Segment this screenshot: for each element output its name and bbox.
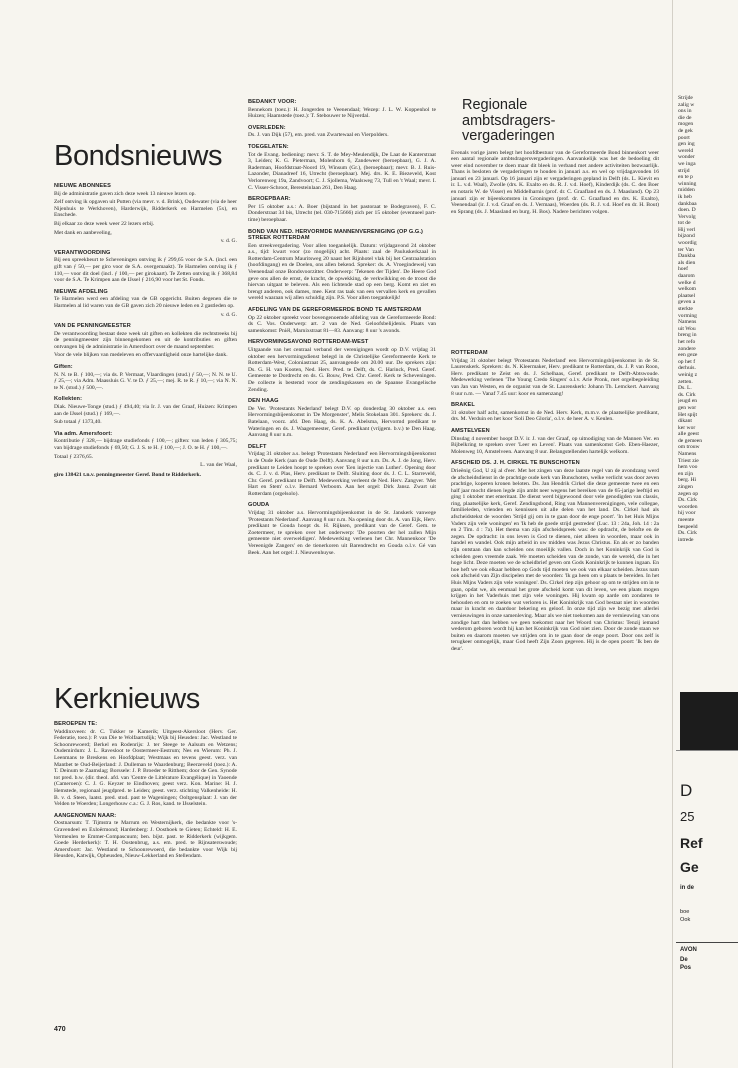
cut-off-line: Vervolg [678, 213, 696, 220]
cut-off-line: jeugd en [678, 398, 698, 405]
avon-title: AVON [680, 947, 697, 953]
cut-off-line: Namens [678, 319, 697, 326]
cut-off-line: hem voo [678, 464, 698, 471]
cut-off-line: wonder [678, 154, 695, 161]
col3-sections [451, 350, 659, 653]
bondsnieuws-giro: giro 138421 t.n.v. penningmeester Geref. Bond te Ridderkerk. [54, 471, 201, 478]
section-heading: BEROEPEN TE: [54, 721, 98, 727]
cut-off-line: een geze [678, 352, 698, 359]
cut-off-line: mogen [678, 121, 694, 128]
section-paragraph: Per 15 oktober a.s.: A. Boer (bijstand in het pastoraat te Bodegraven), F. C. Donderstraat 34 bis, Utrecht (tel. 030-715666) zich per 15 oktober (eventueel part-time) beroepbaar. [248, 203, 436, 223]
avon-advertisement [676, 942, 738, 993]
cut-off-line: om trouw [678, 444, 700, 451]
avon-line-1: De [680, 957, 688, 963]
ad-ge: Ge [680, 859, 699, 875]
cut-off-line: derhuis. [678, 365, 696, 372]
cut-off-line: Dankba [678, 253, 696, 260]
cut-off-line: ds. Cirk [678, 391, 696, 398]
cut-off-line: we inga [678, 160, 696, 167]
cut-off-line: Hij verl [678, 226, 696, 233]
bondsnieuws-masthead: Bondsnieuws [54, 140, 223, 172]
cut-off-line: gen ing [678, 141, 695, 148]
cut-off-line: midden [678, 187, 695, 194]
section-paragraph: Kontributie ƒ 328,— bijdrage studiefonds ƒ 100,—; giften: van leden ƒ 305,75; van bijdrage studiefonds ƒ 69,50; G. J. S. te H. ƒ 100,—; J. O. te H. ƒ 100,—. [54, 438, 237, 451]
section-heading: BEROEPBAAR: [248, 196, 291, 203]
section-paragraph: Diak. Nieuwe-Tonge (stud.) ƒ 494,40; via Ir. J. van der Graaf, Huizen: Krimpen aan de IJssel (stud.) ƒ 169,—. [54, 404, 237, 417]
cut-off-line: Strijde [678, 95, 693, 101]
regionale-body: Evenals vorige jaren belegt het hoofdbestuur van de Gereformeerde Bond binnenkort weer een aantal regionale ambtsdragersvergaderingen. Aanvankelijk was het de bedoeling dit weer eind november te doen maar dit bleek in verband met andere activiteiten bezwaarlijk. Thans is besloten de vergaderingen te houden in januari a.s. en wel op vrijdagavonden 16 januari en 23 januari. Op 16 januari zijn er vergaderingen gepland in Delft (ds. L. Kievit en ir. L. v.d. Waal), Zwolle (drs. K. Exalto en ds. R. J. v.d. Hoef), Kinderdijk (ds. C. den Boer en notaris W. de Visser) en Middelharnis (prof. dr. C. Graafland en ds. J. Maasland). Op 23 januari zijn er bijeenkomsten in Groningen (prof. dr. C. Graafland en drs. K. Exalto), Veenendaal (ir. J. v.d. Graaf en ds. J. Vermaas), Woerden (ds. R. J. v.d. Hoef en dr. H. Bout) en Sprang (ds. J. Maasland en burg. H. Bos). Nadere berichten volgen. [451, 149, 659, 215]
ad-ref: Ref [680, 835, 703, 851]
section-paragraph: Waddinxveen: dr. C. Tukker te Kamerik; Uitgeest-Akersloot (Herv. Ger. Federatie, toez.): P. van Die te Wolfaartsdijk; Wijk bij Heusden: Jac. Westland te Schoonrewoerd; Berkel en Rodenrijs: J. ter Steege te Aalsum en Wetzens; Oudemirdum: J. L. Ravesloot te Oostermeer-Eestrum; Nes en Wierum: Ph. J. Leenmans te Breskens en Hoofdplaat; Westmaas en tevens geest. verz. van Mantbet te Oud-Beijerland: J. Dulleman te Waardenburg; Beerzeveld (toez.): A. T. Deinum te Zaamslag; Borssele: J. P. Broeder te Ritthem; door de Gen. Synode tot pred. b.w. (dir. theol. afd. van 'Centre de Littérature Evangélique) in Yaoende (Cameroen): C. J. G. Keyzer te Eindhoven; geest verz. Kon. Marine: H. J. Hemstede, regionaal jeugdpred. te Leiden; geest. verz. stichting Valkenheide: H. B. v. d. Steen, laatst. pred. stud. past te Wageningen; Ooltgensplaat: J. van der Velden te Woerden; Longerhouw c.a.: G. J. Ros, kand. te IJsselstein. [54, 728, 237, 808]
kerknieuws-column [54, 716, 237, 862]
ad-boe: boe [680, 909, 690, 915]
column-rule [672, 0, 673, 1068]
cut-off-line: bijzond [678, 233, 695, 240]
section-paragraph: Uitgaande van het centraal verband der verenigingen wordt op D.V. vrijdag 31 oktober een hervormingsdienst belegd in de Christelijke Gereformeerde Kerk te Rotterdam-West, Coloniastraat 25, aanvangende om 20.00 uur. De sprekers zijn: Ds. G. H. van Kooten, Ned. Herv. Pred. te Delft, ds. C. Harinck, Pred. Geref. Gemeente te Dordrecht en ds. G. Bouw, Pred. Chr. Geref. Kerk te Scheveningen. De collecte is bestemd voor de zendingskassen en de Spaanse Evangelische Zending. [248, 347, 436, 393]
section-paragraph: Vrijdag 31 oktober a.s. Hervormingsbijeenkomst in de St. Janskerk vanwege 'Protestants Nederland'. Aanvang 8 uur n.m. Na opening door ds. A. van Eijk, Herv. predikant te Gouda hoopt ds. H. Rijksen, predikant van de Geref. Gem. te Zoetermeer, te spreken over het onderwerp: 'De poorten der hel zullen Mijn gemeente niet overweldigen'. Medewerking verlenen het Chr. Mannenkoor 'De Vereenigde Zangers' en de tienerkoren uit Barendrecht en Gouda o.l.v. Gé van Beek. Aan het orgel: J. Nieuwenhuyse. [248, 510, 436, 556]
church-announcements-column [248, 94, 436, 558]
cut-off-line: hoef [678, 266, 688, 273]
cut-off-line: woordig [678, 240, 697, 247]
section-heading: AFDELING VAN DE GEREFORMEERDE BOND TE AMSTERDAM [248, 307, 422, 314]
cut-off-line: ik heb [678, 193, 692, 200]
section-heading: NIEUWE ABONNEES [54, 183, 111, 189]
col4-lines [678, 95, 738, 543]
section-paragraph: Bij een spreekbeurt te Scheveningen ontving ik ƒ 299,65 voor de S.A. (incl. een gift van ƒ 50,— per giro voor de S.A. overgemaakt). Te Harmelen ontving ik ƒ 110,— voor dit doel (incl. ƒ 100,— per girokaart). Te Zetten ontving ik ƒ 368,84 voor de S.A. Te Krimpen aan de IJssel ƒ 216,90 voor het St. Fonds. [54, 257, 237, 284]
section-heading: Kollekten: [54, 396, 83, 403]
regionale-title-line-2: ambtsdragers- [462, 112, 556, 129]
section-heading: Via adm. Amersfoort: [54, 430, 113, 437]
cut-off-line: zingen [678, 484, 693, 491]
cut-off-line: doen. D [678, 207, 696, 214]
cut-off-line: Ds. Cirk [678, 530, 697, 537]
section-paragraph: Zelf ontving ik opgaven uit Putten (via mevr. v. d. Brink), Oudewater (via de heer Nijenhuis te Werkhoven), Harderwijk, Ridderkerk en Harmelen (5x), en Enschede. [54, 199, 237, 219]
section-heading: VAN DE PENNINGMEESTER [54, 323, 131, 330]
section-paragraph: Ds. J. van Dijk (57), em. pred. van Zwartewaal en Vierpolders. [248, 132, 389, 139]
bondsnieuws-column [54, 178, 237, 480]
cut-off-line: welke d [678, 279, 696, 286]
section-paragraph: De verantwoording bestaat deze week uit giften en kollekten die rechtstreeks bij de penningmeester zijn binnengekomen en uit de kontributies en giften ontvangen bij de administratie in Amersfoort over de maand september. [54, 330, 237, 350]
cut-off-line: die de [678, 114, 692, 121]
section-paragraph: Te Harmelen werd een afdeling van de GB opgericht. Buiten degenen die te Harmelen al lid waren van de GB gaven zich 20 nieuwe leden en 2 gastleden op. [54, 296, 237, 309]
section-paragraph: Sub totaal ƒ 1373,40. [54, 419, 102, 426]
ad-ook: Ook [680, 917, 691, 923]
section-paragraph: Vrijdag 31 oktober a.s. belegt 'Protestants Nederland' een Hervormingsbijeenkomst in de Oude Kerk (aan de Oude Delft). Aanvang 8 uur n.m. Ds. A. J. de Jong, Herv. predikant te Leiden hoopt te spreken over 'Een injectie van Luther'. Opening door ds. C. J. v. d. Plas, Herv. predikant te Delft. Sluiting door ds. J. C. L. Starreveld, Chr. Geref. predikant te Delft. Medewerking verleent de Ned. Herv. Zangver. 'Met Hart en Stem' o.l.v. Bernard Verboom. Aan het orgel: Dirk Jansz. Zwart uit Rotterdam (orgelsolo). [248, 451, 436, 497]
cut-off-line: en te p [678, 174, 693, 181]
section-heading: AMSTELVEEN [451, 427, 490, 434]
cut-off-line: geven a [678, 299, 696, 306]
cut-off-line: alle geest [678, 431, 699, 438]
cut-off-line: zalig w [678, 101, 695, 108]
kerknieuws-masthead: Kerknieuws [54, 683, 200, 715]
cut-off-line: strijd [678, 167, 690, 174]
cut-off-line: intrede [678, 536, 694, 543]
section-heading: Giften: [54, 364, 73, 371]
cut-off-line: plaatsel [678, 292, 696, 299]
section-heading: HERVORMINGSAVOND ROTTERDAM-WEST [248, 339, 369, 346]
bondsnieuws-sections [54, 183, 237, 460]
cut-off-line: zegen op [678, 490, 699, 497]
cut-off-line: ons in [678, 108, 692, 115]
cut-off-line: de gek [678, 127, 693, 134]
section-paragraph: Bij elkaar zo deze week weer 22 lezers erbij. [54, 220, 155, 227]
cut-off-line: weinig z [678, 371, 698, 378]
section-heading: OVERLEDEN: [248, 124, 286, 131]
section-heading: GOUDA [248, 502, 270, 509]
section-heading: BEDANKT VOOR: [248, 99, 297, 105]
section-paragraph: Totaal ƒ 2376,65. [54, 453, 94, 460]
cut-off-line: welkom [678, 286, 697, 293]
cut-off-line: wereld [678, 147, 694, 154]
section-paragraph: N. N. te B. ƒ 100,—; via ds. P. Vermaat, Vlaardingen (stud.) ƒ 50,—; N. N. te U. ƒ 25,—; via Adm. Maassluis G. V. te D. ƒ 25,—; mej. R. te R. ƒ 10,—; via N. N. te N. (stud.) ƒ 500,—. [54, 371, 237, 391]
section-paragraph: Dinsdag 4 november hoopt D.V. ir. J. van der Graaf, op uitnodiging van de Mannen Ver. en Bijbelkring te spreken over 'Leer en Leven'. Plaats van samenkomst Geb. Eben-Haezer, Molenweg 10, Amstelveen. Aanvang 8 uur. Belangstellenden hartelijk welkom. [451, 435, 659, 455]
cut-off-line: het refo [678, 338, 696, 345]
cut-off-line: op het f [678, 358, 696, 365]
cut-off-line: vorming [678, 312, 697, 319]
section-paragraph: Op 22 oktober spreekt voor bovengenoemde afdeling van de Gereformeerde Bond: ds C. Vos. Onderwerp: art. 2 van de Ned. Geloofsbelijdenis. Plaats van samenkomst: Pniël, Marnixstraat 81—83. Aanvang: 8 uur 's avonds. [248, 314, 436, 334]
cut-off-line: berg. Hi [678, 477, 697, 484]
regionale-title-line-3: vergaderingen [462, 128, 555, 144]
section-paragraph: Drieënig God, U zij al d'eer. Met het zingen van deze laatste regel van de avondzang werd de afscheidsdienst in de prachtige oude kerk van Bunschoten, welke verlicht was door zeven prachtige, koperen kronen beloten. Ds. Jan Hendrik Cirkel die deze gemeente twee en een half jaar mocht dienen legde zijn ambt neer wegens het bereiken van de 65-jarige leeftijd en ging 1 oktober met emeritaat. De dienst werd bijgewoond door vele genodigden van classis, ring, plaatselijke kerk, Geref. Zendingsbond, Ring van Mannenverenigingen, vele collegae, familieleden, vrienden en kennissen uit alle delen van het land. Ds. Cirkel had als afscheidstekst de woorden 'Strijd gij om in te gaan door de enge poort'. 'In het Huis Mijns Vaders zijn vele woningen' en 'Ik heb de goede strijd gestreden' (Luc. 13 : 24a, Joh. 14 : 2a en 2 Tim. 4 : 7a). Het thema van zijn afscheidspreek was: de opdracht, de belofte en de zegen. De opdracht: in ons leven is God te dienen, niet alleen in woorden, maar ook in handel en wandel. Ook mijn arbeid in uw midden was Jezus Christus. En als er zo banden zijn ontstaan dan kan scheiden ons moeilijk vallen. Doch in het Koninkrijk van God is scheiden geen vreemde zaak. We moeten scheiden van de zonde, van de wereld, die in het hoge licht. Deze moeten we de scheidbrief geven om Gods Koninkrijk te kunnen ingaan. En hoe heft we ook elkaar hebben op Gods tijd moeten we ook van elkaar scheiden. Jezus nam ook afscheid van Zijn discipelen met de woorden: 'Ik ga heen om u plaats te bereiden. In het Huis Mijns Vaders zijn vele woningen'. Ds. Cirkel riep zijn gehoor op om te strijden om in te gaan, opdat we, als eenmaal het grote afscheid komt van dit leven, we een plaats mogen krijgen in het Vaderhuis met zijn vele woningen. Hij kwam op aarde om zondaren te behouden en om te zoeken wat verloren is. Het Koninkrijk van God bestaat niet in woorden maar in kracht en daardoor bekering en geloof. In onze tijd zijn we bezig met allerlei vernieuwingen in onze samenleving. Maar als we niet toekomen aan de vernieuwing van ons zondige hart dan hebben we geen toekomst naar het Woord van Christus: Tenzij iemand wederom geboren wordt hij kan het Koninkrijk van God niet zien. Door de zonde staan we buiten en daarom moeten we strijden om in te gaan door de enge poort. Door ons zelf is terugkeer onmogelijk, maar God heeft Zijn Zoon gegeven. Hij is de open poort: 'Ik ben de deur'. [451, 467, 659, 652]
section-heading: VERANTWOORDING [54, 249, 111, 256]
page-number: 470 [54, 1026, 66, 1033]
cut-off-line: en zijn [678, 470, 694, 477]
bondsnieuws-signoff: L. van der Waal, [200, 462, 237, 469]
advertisement-image [680, 692, 738, 750]
cut-off-line: uit Wou [678, 325, 696, 332]
section-signature: v. d. G. [220, 311, 237, 318]
cut-off-line: zetten. [678, 378, 693, 385]
cut-off-line: als dien [678, 259, 696, 266]
cut-off-line: Ds. Cirk [678, 497, 697, 504]
cut-off-line: Triest zie [678, 457, 699, 464]
section-paragraph: Oostnarsum: T. Tijmstra te Marrum en Westernijkerk, die bedankte voor 's-Gravendeel en Exloërmond; Hardenberg: J. Oosthoek te Gieten; Echteld: H. E. Vermeulen te Emmer-Compascuum; ben. bijst. past. te Ridderkerk (wijkgem. Goede Herderkerk): T. H. Oostenbrug, a.s. em. pred. te Rijnsaterswoude; Amersfoort: Jac. Westland te Schoonrewoerd, die bedankte voor Wijk bij Heusden, Katwijk, Opheusden, Nieuw-Lekkerland en Stellendam. [54, 820, 237, 860]
cut-off-line: Het spijt [678, 411, 698, 418]
avon-line-2: Pos [680, 965, 692, 971]
col2-sections [248, 99, 436, 556]
regionale-title [462, 98, 659, 145]
cut-off-line: dankbaa [678, 200, 697, 207]
cut-off-line: ker wor [678, 424, 696, 431]
church-news-column-3 [451, 345, 659, 655]
cut-off-column [678, 95, 738, 543]
section-heading: DELFT [248, 443, 267, 450]
section-heading: TOEGELATEN: [248, 143, 289, 150]
section-heading: NIEUWE AFDELING [54, 288, 108, 295]
ad-in: in de [680, 885, 695, 891]
section-paragraph: De Ver. 'Protestants Nederland' belegt D.V. op donderdag 30 oktober a.s. een Hervormingsbijeenkomst in 'De Morgenster', Melis Stokelaan 301. Sprekers: ds. J. Batelaan, voorz. afd. Den Haag, ds. K. A. Abelsma, Hervormd predikant te Wateringen en ds. J. Waagemeester, Geref. predikant (vrijgem. b.v.) te Den Haag. Aanvang 8 uur n.m. [248, 405, 436, 439]
cut-off-line: woorden [678, 503, 698, 510]
cut-off-line: meente [678, 517, 695, 523]
section-signature: v. d. G. [220, 238, 237, 245]
section-paragraph: Vrijdag 31 oktober belegt 'Protestants Nederland' een Hervormingsbijeenkomst in de St. Laurenskerk. Sprekers: ds. N. Kleermaker, Herv. predikant te Rotterdam, ds. J. P. van Roon, Herv. predikant te Zeist en ds. J. Schelhaas, Geref. predikant te Delft-Abtswoude. Medewerking verlenen 'The Young Credo Singers' o.l.v. Arie Pronk, met orgelbegeleiding van Jan van Westen, en de organist van de St. Laurenskerk: Johann Th. Lemckert. Aanvang 8 uur n.m. — Vanaf 7.45 uur: koor en samenzang! [451, 357, 659, 397]
section-paragraph: Voor de vele blijken van medeleven en offervaardigheid onze hartelijke dank. [54, 352, 228, 359]
section-paragraph: Bij de administratie gaven zich deze week 13 nieuwe lezers op. [54, 190, 196, 197]
section-paragraph: Tot de Evang. bediening: mevr. S. T. de Mey-Meulendijk, De Laat de Kanterstraat 3, Leiden; K. G. Pieterman, Molenhorn 6, Zandeweer (beroepbaar), G. J. A. Raderman, Hoofdstraat-Noord 19, Winsum (Gr.), (beroepbaar); mevr. B. J. Ruis-Lazonder, Dianadreef 16, Utrecht (beroepbaar). Mej. drs. K. E. Biezeveld, Kost Verlorenweg 19a, Zandvoort; C. J. Sjollema, Waalsweg 73, Tull en 't Waal; mevr. I. C. Visser-Schroot, Beresteinlaan 261, Den Haag. [248, 151, 436, 191]
cut-off-line: gen wor [678, 404, 697, 411]
cut-off-line: Namens [678, 451, 697, 458]
regionale-box [451, 95, 659, 338]
cut-off-line: bespeeld [678, 523, 698, 530]
section-paragraph: 31 oktober half acht, samenkomst in de Ned. Herv. Kerk, m.m.v. de plaatselijke predikant, drs. M. Verduin en het koor 'Soli Deo Gloria', o.l.v. de heer A. v. Keulen. [451, 409, 659, 423]
cut-off-line: breng in [678, 332, 697, 339]
section-heading: BOND VAN NED. HERVORMDE MANNENVERENIGING (OP G.G.) STREEK ROTTERDAM [248, 228, 424, 242]
section-paragraph: Een streekvergadering. Voor allen toegankelijk. Datum: vrijdagavond 24 oktober a.s., tijd: kwart voor (zo mogelijk) acht. Plaats: zaal de Pauluskerkzaal in Rotterdam-Centrum Mauritsweg 20 naast het Rijnhotel vlak bij het Centraalstation (hoofdingang) en de Doelen, ons allen bekend. Spreker: ds. A. Vroegindeweij van Veenendaal onze Bondsvoorzitter. Onderwerp: 'Tekenen der Tijden'. De Heere God geve ons allen de ernst, de kracht, de opwekking, de verkwikking en de troost die hiervan uitgaat te beleven. Als een lichtende stad op een berg. Komt en ziet en brengt anderen, ook dames, mee. Kent ras taak van een vervallen kerk en gevallen wereld waaraan wij allen schuldig zijn. P.S. Voor allen toegankelijk! [248, 242, 436, 302]
advertisement [676, 750, 738, 941]
ad-letter: D [680, 781, 693, 800]
cut-off-line: sterkte [678, 306, 693, 312]
cut-off-line: tot de [678, 220, 691, 227]
section-heading: ROTTERDAM [451, 350, 488, 356]
cut-off-line: dikant [678, 418, 692, 425]
section-heading: BRAKEL [451, 402, 475, 409]
cut-off-line: poort [678, 134, 690, 141]
cut-off-line: ter Van [678, 246, 694, 253]
cut-off-line: de gemeen [678, 437, 703, 444]
section-heading: AFSCHEID DS. J. H. CIRKEL TE BUNSCHOTEN [451, 460, 580, 467]
kerknieuws-sections [54, 721, 237, 860]
section-heading: DEN HAAG [248, 398, 279, 405]
cut-off-line: zondere [678, 345, 696, 352]
regionale-title-line-1: Regionale [462, 97, 528, 113]
cut-off-line: winning [678, 180, 697, 187]
section-heading: AANGENOMEN NAAR: [54, 812, 117, 819]
cut-off-line: hij voor [678, 510, 696, 517]
section-paragraph: Bennekom (toez.): H. Jongerden te Veenendaal; Wezep: J. L. W. Koppenhol te Huizen; Haamstede (toez.): T. Stebouwer te Nijverdal. [248, 106, 436, 120]
section-paragraph: Met dank en aanbeveling, [54, 229, 112, 236]
cut-off-line: Ds. L. [678, 385, 692, 392]
ad-number: 25 [680, 809, 695, 824]
cut-off-line: daarom [678, 273, 695, 280]
